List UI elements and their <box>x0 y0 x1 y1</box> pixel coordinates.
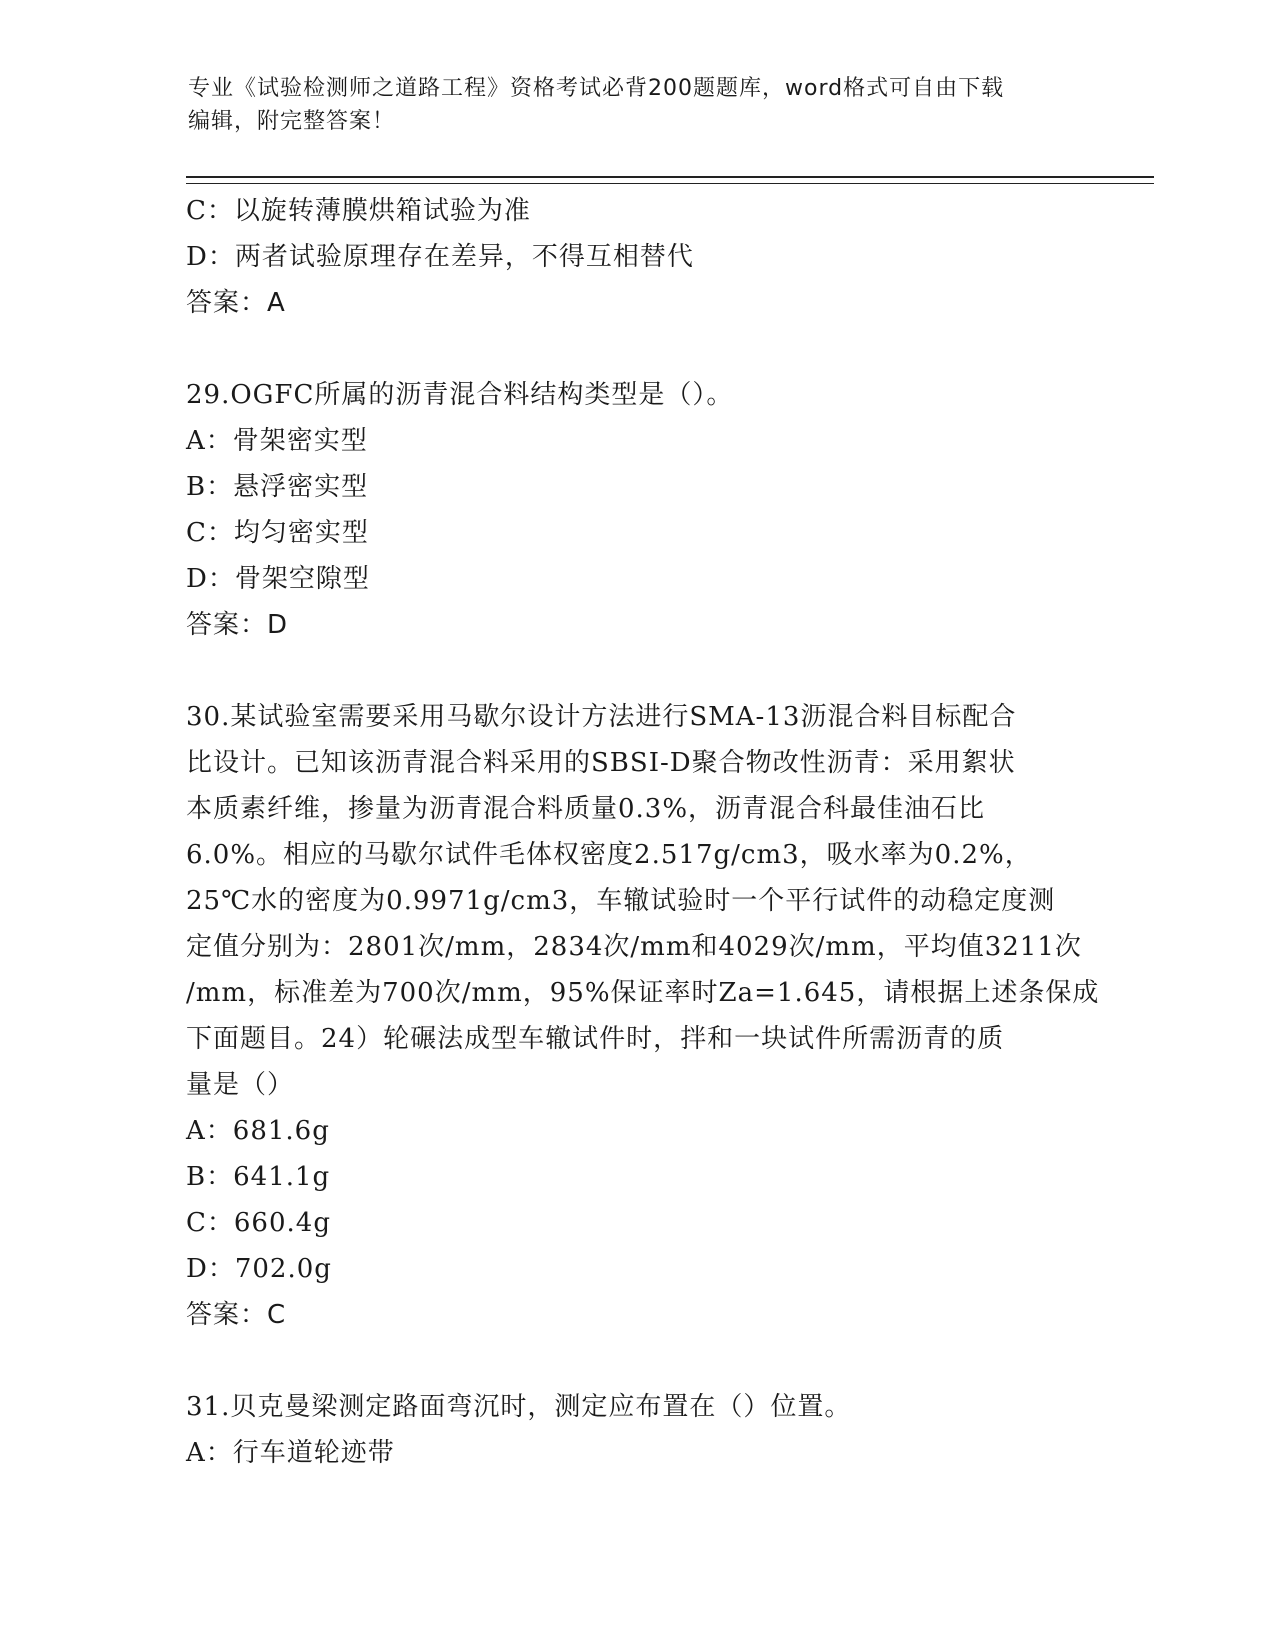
question-stem: 31.贝克曼梁测定路面弯沉时，测定应布置在（）位置。 <box>186 1392 852 1422</box>
document-body <box>186 188 1100 1476</box>
option-c: C：均匀密实型 <box>186 518 369 548</box>
spacer <box>186 1338 1086 1384</box>
question-stem-line: 本质素纤维，掺量为沥青混合料质量0.3%，沥青混合科最佳油石比 <box>186 794 986 824</box>
question-28-tail <box>186 188 1086 326</box>
answer: 答案：C <box>186 1300 287 1330</box>
question-stem-line: 比设计。已知该沥青混合料采用的SBSI-D聚合物改性沥青：采用絮状 <box>186 748 1016 778</box>
option-a: A：行车道轮迹带 <box>186 1438 395 1468</box>
option-d: D：两者试验原理存在差异，不得互相替代 <box>186 242 694 272</box>
question-stem-line: 6.0%。相应的马歇尔试件毛体权密度2.517g/cm3，吸水率为0.2%， <box>186 840 1032 870</box>
option-d: D：骨架空隙型 <box>186 564 370 594</box>
option-b: B：641.1g <box>186 1162 331 1192</box>
header-title-line-1: 专业《试验检测师之道路工程》资格考试必背200题题库，word格式可自由下载 <box>188 76 1005 101</box>
option-d: D：702.0g <box>186 1254 332 1284</box>
option-b: B：悬浮密实型 <box>186 472 369 502</box>
spacer <box>186 326 1086 372</box>
question-31 <box>186 1384 1086 1476</box>
question-stem-line: /mm，标准差为700次/mm，95%保证率时Za=1.645，请根据上述条保成 <box>186 978 1100 1008</box>
header-title-line-2: 编辑，附完整答案！ <box>188 109 396 134</box>
option-a: A：681.6g <box>186 1116 330 1146</box>
question-29 <box>186 372 1086 648</box>
question-stem-line: 25℃水的密度为0.9971g/cm3，车辙试验时一个平行试件的动稳定度测 <box>186 886 1056 916</box>
header-divider <box>186 176 1154 184</box>
page-header <box>188 72 1088 138</box>
option-c: C：以旋转薄膜烘箱试验为准 <box>186 196 531 226</box>
spacer <box>186 648 1086 694</box>
answer: 答案：A <box>186 288 286 318</box>
question-stem: 29.OGFC所属的沥青混合料结构类型是（）。 <box>186 380 734 410</box>
answer: 答案：D <box>186 610 289 640</box>
option-c: C：660.4g <box>186 1208 331 1238</box>
question-30 <box>186 694 1100 1338</box>
question-stem-line: 下面题目。24）轮碾法成型车辙试件时，拌和一块试件所需沥青的质 <box>186 1024 1005 1054</box>
question-stem-line: 定值分别为：2801次/mm，2834次/mm和4029次/mm，平均值3211次 <box>186 932 1082 962</box>
question-stem-line: 30.某试验室需要采用马歇尔设计方法进行SMA-13沥混合料目标配合 <box>186 702 1017 732</box>
option-a: A：骨架密实型 <box>186 426 368 456</box>
question-stem-line: 量是（） <box>186 1070 295 1100</box>
